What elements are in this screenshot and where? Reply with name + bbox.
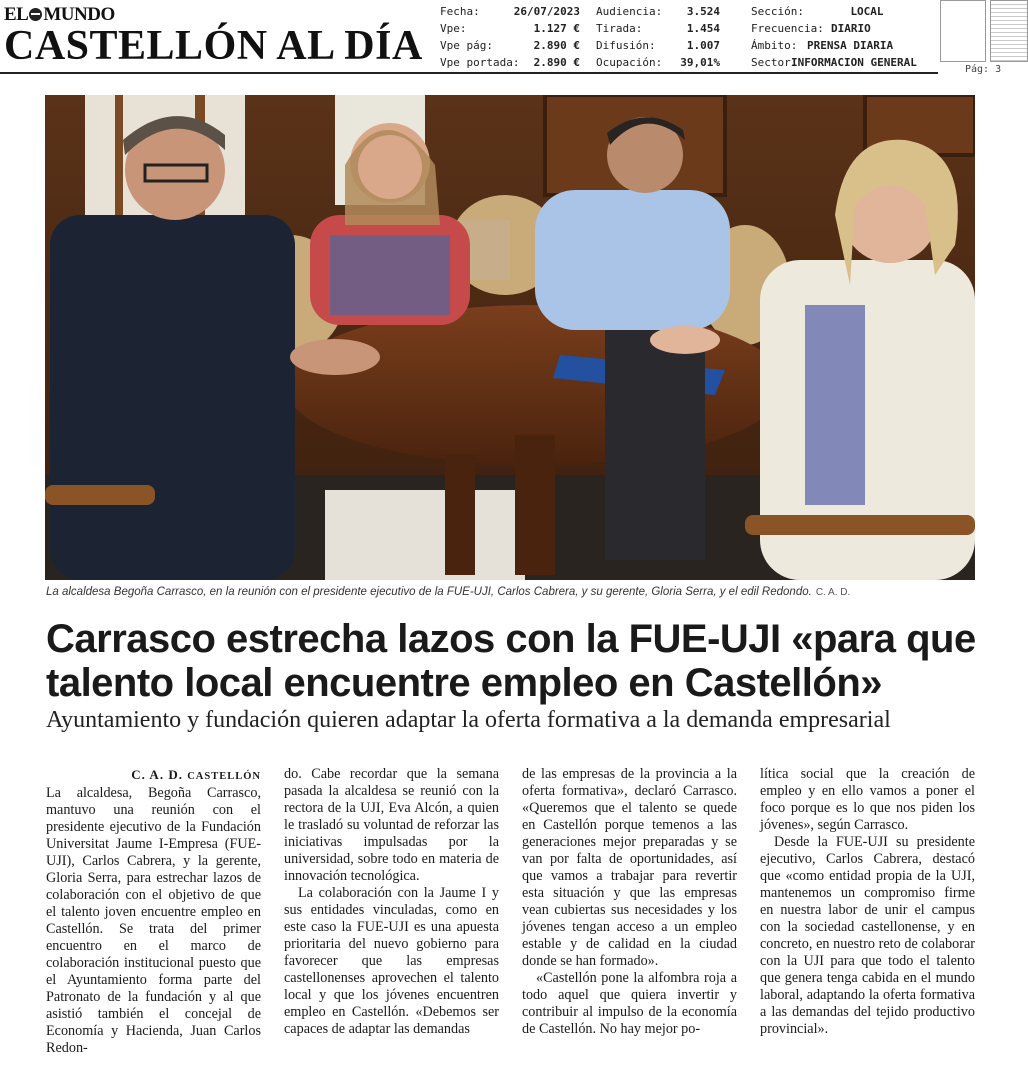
photo-credit: C. A. D. [815,587,851,598]
photo-caption: La alcaldesa Begoña Carrasco, en la reunión con el presidente ejecutivo de la FUE-UJI, Carlos Cabrera, y su gerente, Gloria Serra, y el edil Redondo. C. A. D. [46,586,851,598]
byline: C. A. D. CASTELLÓN [131,767,261,782]
article-column-3 [522,766,737,1038]
meta-block-1: Fecha: 26/07/2023 Vpe: 1.127 € Vpe pág: 2.890 € Vpe portada: 2.890 € [440,5,580,69]
paragraph: lítica social que la creación de empleo y en ello vamos a poner el foco porque es lo que nos piden los jóvenes», según Carrasco. [760,766,975,833]
header-rule [0,72,938,74]
newspaper-brand: EL MUNDO [4,4,115,25]
section-masthead: CASTELLÓN AL DÍA [4,23,423,69]
globe-icon [29,8,42,21]
paragraph: La colaboración con la Jaume I y sus entidades vinculadas, como en este caso la FUE-UJI es una apuesta prioritaria del nuevo gobierno para favorecer que las empresas castellonenses aprovechen el talento local y que los jóvenes encuentren empleo en Castellón. «Debemos ser capaces de adaptar las demandas [284,885,499,1037]
paragraph: «Castellón pone la alfombra roja a todo aquel que quiera invertir y contribuir al impulso de la economía de Castellón. No hay mejor po- [522,970,737,1037]
article-column-4 [760,766,975,1038]
article-headline: Carrasco estrecha lazos con la FUE-UJI «para que talento local encuentre empleo en Castellón» [46,617,976,705]
article-subhead: Ayuntamiento y fundación quieren adaptar la oferta formativa a la demanda empresarial [46,707,891,733]
paragraph: Desde la FUE-UJI su presidente ejecutivo, Carlos Cabrera, destacó que «como entidad propia de la UJI, mantenemos un compromiso firme en nuestra labor de unir el campus con la sociedad castellonense, y en concreto, en nuestro reto de colaborar con la UJI para que todo el talento que genera tenga cabida en el mundo laboral, adaptando la oferta formativa a las demandas del tejido productivo provincial». [760,834,975,1037]
page-thumbnail [940,0,1028,62]
paragraph: do. Cabe recordar que la semana pasada la alcaldesa se reunió con la rectora de la UJI, Eva Alcón, a quien le trasladó su voluntad de reforzar las iniciativas impulsadas por la universidad, sobre todo en materia de innovación tecnológica. [284,766,499,884]
paragraph: de las empresas de la provincia a la oferta formativa», declaró Carrasco. «Queremos que el talento se quede en Castellón porque temenos a las generaciones mejor preparadas y se van por falta de oportunidades, así que vamos a trabajar para revertir esta situación y que las empresas vean cubiertas sus necesidades y los jóvenes tengan acceso a un empleo estable y de calidad en la ciudad donde se han formado». [522,766,737,969]
paragraph: La alcaldesa, Begoña Carrasco, mantuvo una reunión con el presidente ejecutivo de la Fundación Universitat Jaume I-Empresa (FUE-UJI), Carlos Cabrera, y la gerente, Gloria Serra, para estrechar lazos de colaboración con el objetivo de que el talento joven encuentre empleo en Castellón. Se trata del primer encuentro en el marco de colaboración institucional puesto que el Ayuntamiento forma parte del Patronato de la fundación y al que asistió también el concejal de Economía y Hacienda, Juan Carlos Redon- [46,785,261,1056]
meta-block-3: Sección: LOCAL Frecuencia: DIARIO Ámbito: PRENSA DIARIA Sector:INFORMACION GENERAL [751,5,917,69]
page-number: Pág: 3 [965,64,1002,75]
article-column-2 [284,766,499,1038]
meta-block-2: Audiencia: 3.524 Tirada: 1.454 Difusión: 1.007 Ocupación: 39,01% [596,5,720,69]
meeting-photo [45,95,975,580]
article-column-1 [46,766,261,1057]
